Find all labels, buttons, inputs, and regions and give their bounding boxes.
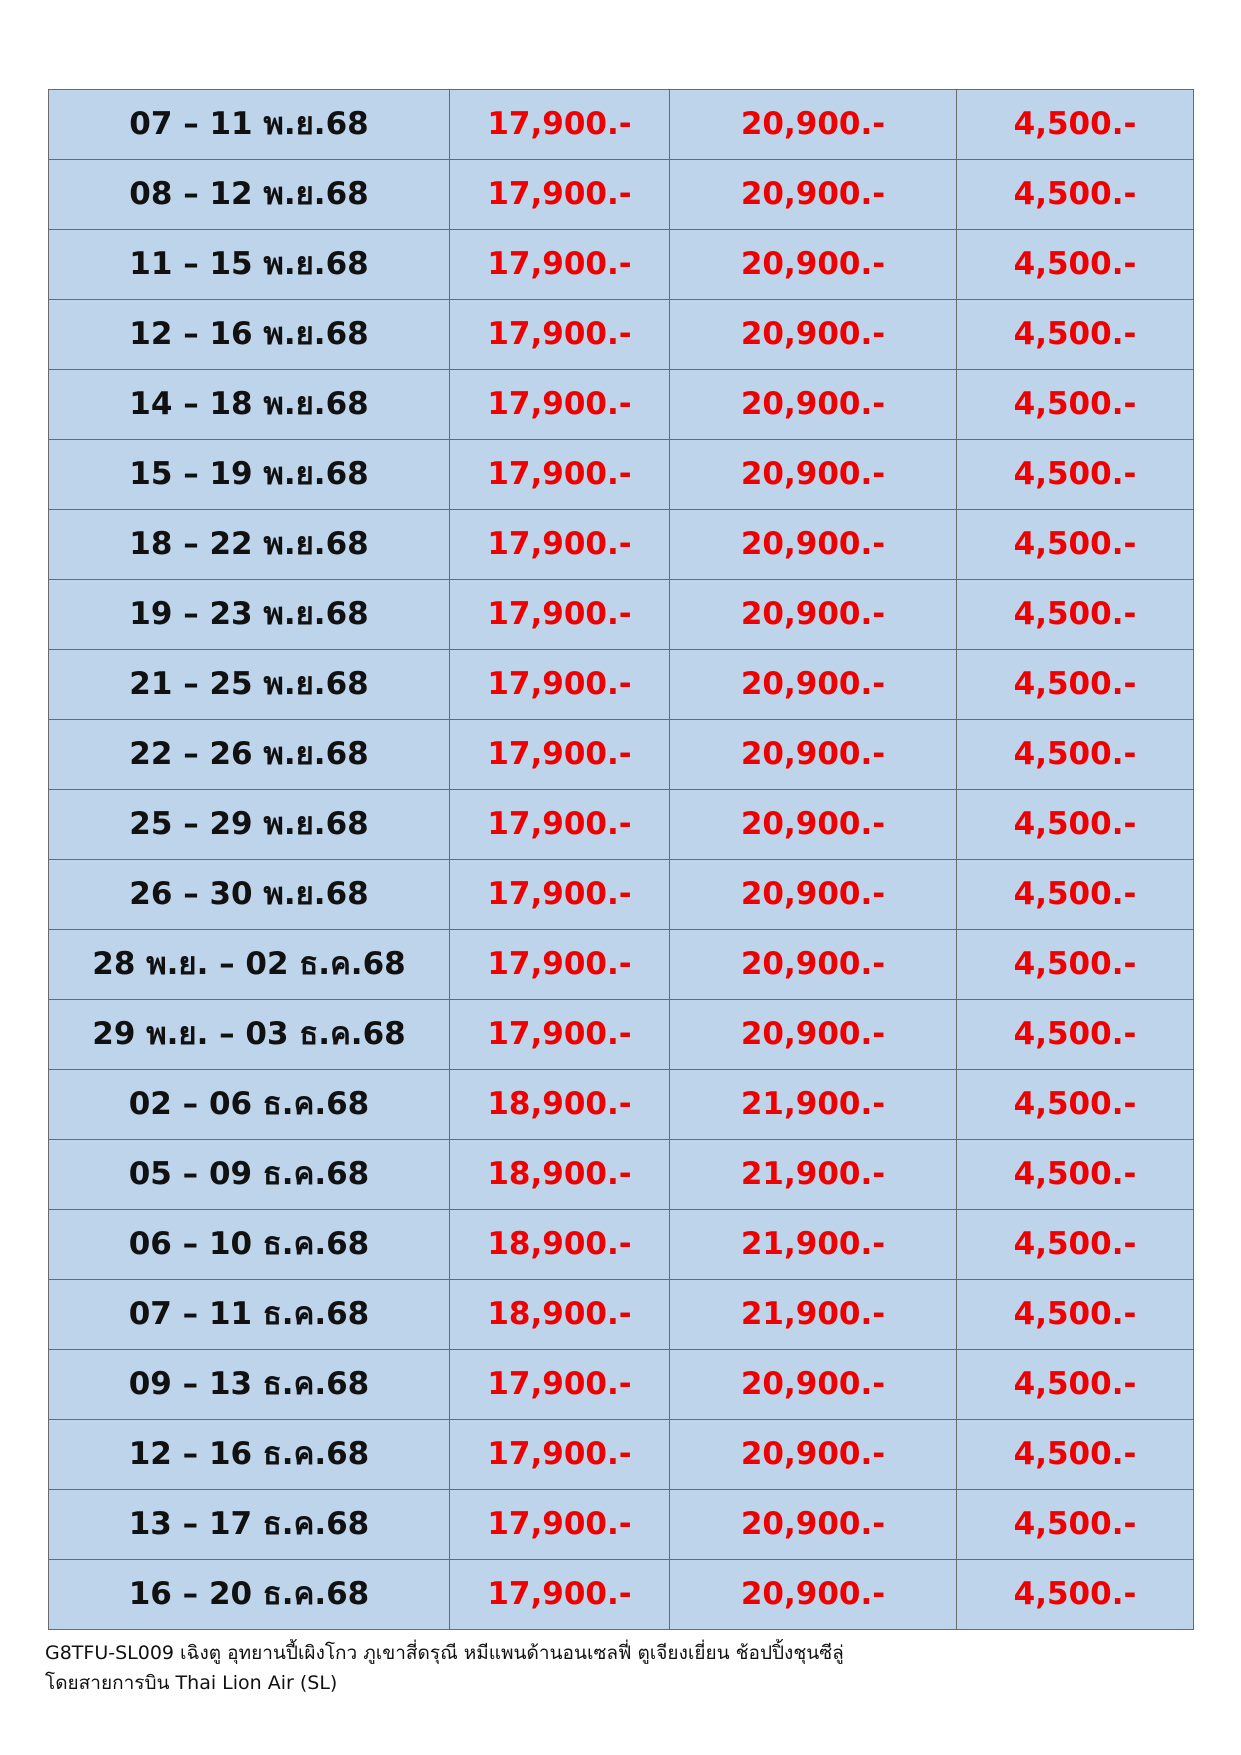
price-cell-1: 17,900.- <box>450 1560 670 1630</box>
price-cell-3: 4,500.- <box>957 370 1194 440</box>
price-cell-3: 4,500.- <box>957 440 1194 510</box>
price-cell-3: 4,500.- <box>957 1280 1194 1350</box>
price-cell-3: 4,500.- <box>957 930 1194 1000</box>
price-cell-3: 4,500.- <box>957 90 1194 160</box>
price-cell-2: 20,900.- <box>670 300 957 370</box>
price-cell-3: 4,500.- <box>957 1070 1194 1140</box>
price-cell-3: 4,500.- <box>957 1350 1194 1420</box>
price-cell-1: 17,900.- <box>450 440 670 510</box>
price-cell-2: 20,900.- <box>670 650 957 720</box>
travel-date-cell: 21 – 25 พ.ย.68 <box>49 650 450 720</box>
travel-date-cell: 16 – 20 ธ.ค.68 <box>49 1560 450 1630</box>
price-cell-1: 18,900.- <box>450 1210 670 1280</box>
price-cell-3: 4,500.- <box>957 1000 1194 1070</box>
travel-date-cell: 15 – 19 พ.ย.68 <box>49 440 450 510</box>
price-cell-1: 17,900.- <box>450 1000 670 1070</box>
travel-date-cell: 22 – 26 พ.ย.68 <box>49 720 450 790</box>
travel-date-cell: 02 – 06 ธ.ค.68 <box>49 1070 450 1140</box>
price-cell-3: 4,500.- <box>957 160 1194 230</box>
price-table <box>48 89 1194 1630</box>
table-row <box>49 90 1194 160</box>
travel-date-cell: 05 – 09 ธ.ค.68 <box>49 1140 450 1210</box>
price-cell-1: 18,900.- <box>450 1280 670 1350</box>
airline-note: โดยสายการบิน Thai Lion Air (SL) <box>45 1672 338 1694</box>
travel-date-cell: 14 – 18 พ.ย.68 <box>49 370 450 440</box>
price-cell-2: 21,900.- <box>670 1140 957 1210</box>
price-table-body <box>49 90 1194 1630</box>
travel-date-cell: 06 – 10 ธ.ค.68 <box>49 1210 450 1280</box>
table-row <box>49 510 1194 580</box>
table-row <box>49 720 1194 790</box>
table-row <box>49 1350 1194 1420</box>
price-cell-1: 17,900.- <box>450 860 670 930</box>
price-cell-3: 4,500.- <box>957 650 1194 720</box>
price-cell-2: 20,900.- <box>670 790 957 860</box>
price-cell-1: 18,900.- <box>450 1070 670 1140</box>
price-cell-3: 4,500.- <box>957 860 1194 930</box>
price-cell-3: 4,500.- <box>957 720 1194 790</box>
price-cell-3: 4,500.- <box>957 1490 1194 1560</box>
price-cell-3: 4,500.- <box>957 230 1194 300</box>
price-cell-3: 4,500.- <box>957 1140 1194 1210</box>
price-cell-2: 20,900.- <box>670 1350 957 1420</box>
price-cell-1: 17,900.- <box>450 1350 670 1420</box>
table-row <box>49 1490 1194 1560</box>
price-cell-2: 21,900.- <box>670 1210 957 1280</box>
price-cell-1: 17,900.- <box>450 370 670 440</box>
travel-date-cell: 11 – 15 พ.ย.68 <box>49 230 450 300</box>
price-cell-2: 20,900.- <box>670 160 957 230</box>
price-cell-1: 17,900.- <box>450 650 670 720</box>
price-cell-1: 17,900.- <box>450 230 670 300</box>
table-row <box>49 790 1194 860</box>
price-cell-2: 20,900.- <box>670 580 957 650</box>
travel-date-cell: 28 พ.ย. – 02 ธ.ค.68 <box>49 930 450 1000</box>
price-cell-2: 20,900.- <box>670 1420 957 1490</box>
travel-date-cell: 08 – 12 พ.ย.68 <box>49 160 450 230</box>
price-cell-2: 20,900.- <box>670 230 957 300</box>
travel-date-cell: 19 – 23 พ.ย.68 <box>49 580 450 650</box>
tour-description: G8TFU-SL009 เฉิงตู อุทยานปี้เผิงโกว ภูเขาสี่ดรุณี หมีแพนด้านอนเซลฟี่ ตูเจียงเยี่ยน ช้อปปิ้งชุนซีลู่ <box>45 1642 844 1664</box>
travel-date-cell: 18 – 22 พ.ย.68 <box>49 510 450 580</box>
price-cell-1: 17,900.- <box>450 160 670 230</box>
price-cell-1: 18,900.- <box>450 1140 670 1210</box>
table-row <box>49 650 1194 720</box>
price-cell-2: 20,900.- <box>670 720 957 790</box>
travel-date-cell: 12 – 16 ธ.ค.68 <box>49 1420 450 1490</box>
price-cell-1: 17,900.- <box>450 930 670 1000</box>
table-row <box>49 1210 1194 1280</box>
price-cell-3: 4,500.- <box>957 1560 1194 1630</box>
price-cell-3: 4,500.- <box>957 1210 1194 1280</box>
travel-date-cell: 13 – 17 ธ.ค.68 <box>49 1490 450 1560</box>
table-row <box>49 230 1194 300</box>
table-row <box>49 160 1194 230</box>
table-row <box>49 930 1194 1000</box>
travel-date-cell: 26 – 30 พ.ย.68 <box>49 860 450 930</box>
price-cell-2: 20,900.- <box>670 1560 957 1630</box>
table-row <box>49 370 1194 440</box>
table-row <box>49 300 1194 370</box>
table-row <box>49 440 1194 510</box>
price-cell-1: 17,900.- <box>450 580 670 650</box>
price-cell-3: 4,500.- <box>957 1420 1194 1490</box>
price-cell-1: 17,900.- <box>450 510 670 580</box>
price-cell-2: 20,900.- <box>670 1490 957 1560</box>
travel-date-cell: 07 – 11 พ.ย.68 <box>49 90 450 160</box>
price-cell-1: 17,900.- <box>450 1420 670 1490</box>
table-row <box>49 1280 1194 1350</box>
price-cell-3: 4,500.- <box>957 510 1194 580</box>
travel-date-cell: 07 – 11 ธ.ค.68 <box>49 1280 450 1350</box>
price-cell-2: 20,900.- <box>670 930 957 1000</box>
table-row <box>49 1140 1194 1210</box>
footer <box>45 1638 1195 1698</box>
table-row <box>49 1420 1194 1490</box>
price-cell-1: 17,900.- <box>450 1490 670 1560</box>
travel-date-cell: 29 พ.ย. – 03 ธ.ค.68 <box>49 1000 450 1070</box>
travel-date-cell: 09 – 13 ธ.ค.68 <box>49 1350 450 1420</box>
price-cell-1: 17,900.- <box>450 300 670 370</box>
travel-date-cell: 25 – 29 พ.ย.68 <box>49 790 450 860</box>
price-cell-2: 20,900.- <box>670 90 957 160</box>
table-row <box>49 1070 1194 1140</box>
price-cell-2: 21,900.- <box>670 1280 957 1350</box>
price-cell-3: 4,500.- <box>957 300 1194 370</box>
price-cell-3: 4,500.- <box>957 580 1194 650</box>
table-row <box>49 1000 1194 1070</box>
price-cell-3: 4,500.- <box>957 790 1194 860</box>
price-cell-1: 17,900.- <box>450 790 670 860</box>
price-cell-2: 20,900.- <box>670 370 957 440</box>
price-cell-1: 17,900.- <box>450 90 670 160</box>
price-cell-2: 20,900.- <box>670 860 957 930</box>
table-row <box>49 860 1194 930</box>
travel-date-cell: 12 – 16 พ.ย.68 <box>49 300 450 370</box>
table-row <box>49 580 1194 650</box>
price-cell-2: 20,900.- <box>670 1000 957 1070</box>
price-cell-2: 20,900.- <box>670 510 957 580</box>
price-cell-1: 17,900.- <box>450 720 670 790</box>
price-cell-2: 20,900.- <box>670 440 957 510</box>
table-row <box>49 1560 1194 1630</box>
price-cell-2: 21,900.- <box>670 1070 957 1140</box>
